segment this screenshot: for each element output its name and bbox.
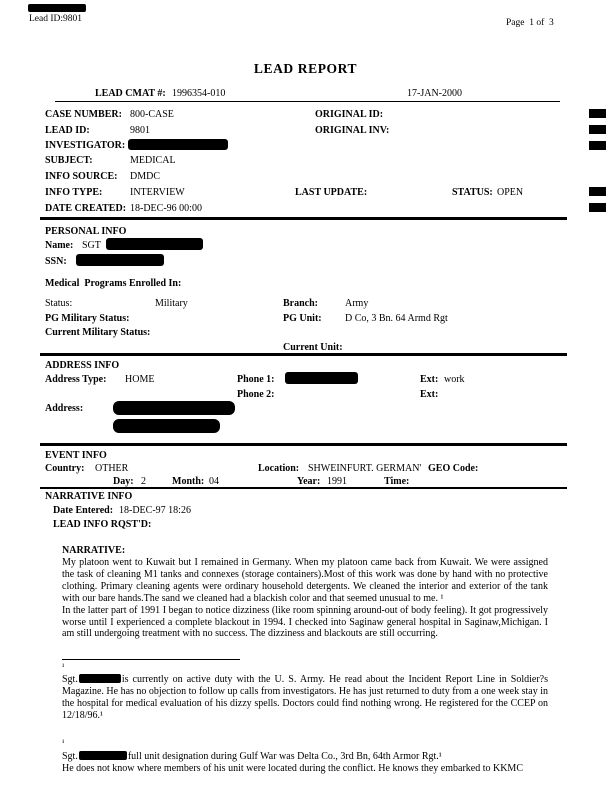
section-divider	[40, 217, 567, 220]
info-type-value: INTERVIEW	[130, 187, 185, 198]
narrative-info-title: NARRATIVE INFO	[45, 491, 133, 502]
personal-status-label: Status:	[45, 298, 73, 309]
country-value: OTHER	[95, 463, 129, 474]
narrative-label: NARRATIVE:	[62, 545, 126, 556]
narrative-paragraph-5: He does not know where members of his unit were located during the conflict. He knows they embarked to KKMC	[62, 763, 523, 774]
country-label: Country:	[45, 463, 85, 474]
redaction-edge-mark	[589, 141, 606, 150]
redaction-address-line1	[113, 401, 235, 415]
original-inv-label: ORIGINAL INV:	[315, 125, 390, 136]
case-number-value: 800-CASE	[130, 109, 174, 120]
status-label: STATUS:	[452, 187, 493, 198]
para4-text: full unit designation during Gulf War was Delta Co., 3rd Bn, 64th Armor Rgt.¹	[127, 751, 442, 762]
investigator-label: INVESTIGATOR:	[45, 140, 126, 151]
address-info-title: ADDRESS INFO	[45, 360, 120, 371]
footnote-mark: ¹	[62, 738, 65, 747]
lead-id-header: Lead ID:9801	[29, 14, 83, 24]
cmat-label: LEAD CMAT #:	[95, 88, 166, 99]
narrative-paragraph-4	[62, 750, 548, 763]
cmat-date: 17-JAN-2000	[407, 88, 462, 99]
date-entered-value: 18-DEC-97 18:26	[119, 505, 191, 516]
day-label: Day:	[113, 476, 134, 487]
month-value: 04	[209, 476, 219, 487]
subject-value: MEDICAL	[130, 155, 176, 166]
info-type-label: INFO TYPE:	[45, 187, 103, 198]
redaction-edge-mark	[589, 203, 606, 212]
page-number: Page 1 of 3	[506, 18, 554, 28]
redaction-name	[106, 238, 203, 250]
subject-label: SUBJECT:	[45, 155, 93, 166]
month-label: Month:	[172, 476, 205, 487]
current-military-status-label: Current Military Status:	[45, 327, 151, 338]
section-divider	[40, 487, 567, 489]
para3-text: is currently on active duty with the U. S. Army. He read about the Incident Report Line in Soldier?s Magazine. He has no objection to follow up calls from investigators. He has just returned to duty from a one week stay in the hospital for medical evaluation of his dizzy spells. Doctors could find nothing wrong. He registered for the CCEP on 12/18/96.¹	[62, 674, 548, 721]
redaction-top-left	[28, 4, 86, 12]
para4-prefix: Sgt.	[62, 751, 78, 762]
ssn-label: SSN:	[45, 256, 67, 267]
geo-code-label: GEO Code:	[428, 463, 479, 474]
year-label: Year:	[297, 476, 321, 487]
case-number-label: CASE NUMBER:	[45, 109, 122, 120]
phone2-label: Phone 2:	[237, 389, 275, 400]
ext1-label: Ext:	[420, 374, 439, 385]
personal-status-value: Military	[155, 298, 188, 309]
narrative-paragraph-1: My platoon went to Kuwait but I remained in Germany. When my platoon came back from Kuwait. We were assigned the task of cleaning M1 tanks and connexes (storage containers).Most of this work was done by hand with no protective clothing. Primary cleaning agents were ordinary household detergents. We cleaned the interior and exterior of the tank with our bare hands.The sand we cleaned had a blackish color and that seemed unusual to me. ¹	[62, 557, 548, 604]
footnote-mark: ¹	[62, 662, 65, 671]
report-title: LEAD REPORT	[253, 61, 358, 76]
redaction-edge-mark	[589, 187, 606, 196]
pg-unit-value: D Co, 3 Bn. 64 Armd Rgt	[345, 313, 448, 324]
redaction-sgt-name	[79, 674, 121, 683]
status-value: OPEN	[497, 187, 524, 198]
event-info-title: EVENT INFO	[45, 450, 107, 461]
original-id-label: ORIGINAL ID:	[315, 109, 384, 120]
redaction-address-line2	[113, 419, 220, 433]
section-divider	[40, 443, 567, 446]
redaction-edge-mark	[589, 125, 606, 134]
redaction-edge-mark	[589, 109, 606, 118]
current-unit-label: Current Unit:	[283, 342, 343, 353]
address-type-value: HOME	[125, 374, 155, 385]
address-label: Address:	[45, 403, 84, 414]
year-value: 1991	[327, 476, 347, 487]
date-created-value: 18-DEC-96 00:00	[130, 203, 202, 214]
redaction-phone1	[285, 372, 358, 384]
lead-id-label: LEAD ID:	[45, 125, 90, 136]
time-label: Time:	[384, 476, 410, 487]
header-divider	[55, 101, 560, 102]
narrative-body	[62, 557, 548, 640]
ext1-value: work	[444, 374, 465, 385]
medical-programs-label: Medical Programs Enrolled In:	[45, 278, 182, 289]
address-type-label: Address Type:	[45, 374, 107, 385]
redaction-sgt-name	[79, 751, 127, 760]
cmat-value: 1996354-010	[172, 88, 226, 99]
ext2-label: Ext:	[420, 389, 439, 400]
info-source-value: DMDC	[130, 171, 161, 182]
pg-military-status-label: PG Military Status:	[45, 313, 130, 324]
branch-label: Branch:	[283, 298, 318, 309]
phone1-label: Phone 1:	[237, 374, 275, 385]
date-entered-label: Date Entered:	[53, 505, 114, 516]
lead-id-value: 9801	[130, 125, 150, 136]
lead-info-rqstd-label: LEAD INFO RQST'D:	[53, 519, 152, 530]
name-value: SGT	[82, 240, 101, 251]
redaction-ssn	[76, 254, 164, 266]
branch-value: Army	[345, 298, 369, 309]
name-label: Name:	[45, 240, 74, 251]
para3-prefix: Sgt.	[62, 674, 78, 685]
info-source-label: INFO SOURCE:	[45, 171, 118, 182]
section-divider	[40, 353, 567, 356]
narrative-paragraph-3	[62, 673, 548, 722]
day-value: 2	[141, 476, 146, 487]
redaction-investigator	[128, 139, 228, 150]
narrative-paragraph-2: In the latter part of 1991 I began to notice dizziness (like room spinning around-out of body feeling). It got progressively worse until I experienced a complete blackout in 1994. I checked into Saginaw general hospital in Saginaw,Michigan. I am still undergoing treatment with no success. The dizziness and blackouts are still occurring.	[62, 604, 548, 640]
location-value: SHWEINFURT. GERMAN'	[308, 463, 422, 474]
date-created-label: DATE CREATED:	[45, 203, 127, 214]
location-label: Location:	[258, 463, 300, 474]
pg-unit-label: PG Unit:	[283, 313, 322, 324]
personal-info-title: PERSONAL INFO	[45, 226, 127, 237]
last-update-label: LAST UPDATE:	[295, 187, 368, 198]
narrative-divider	[62, 659, 240, 660]
